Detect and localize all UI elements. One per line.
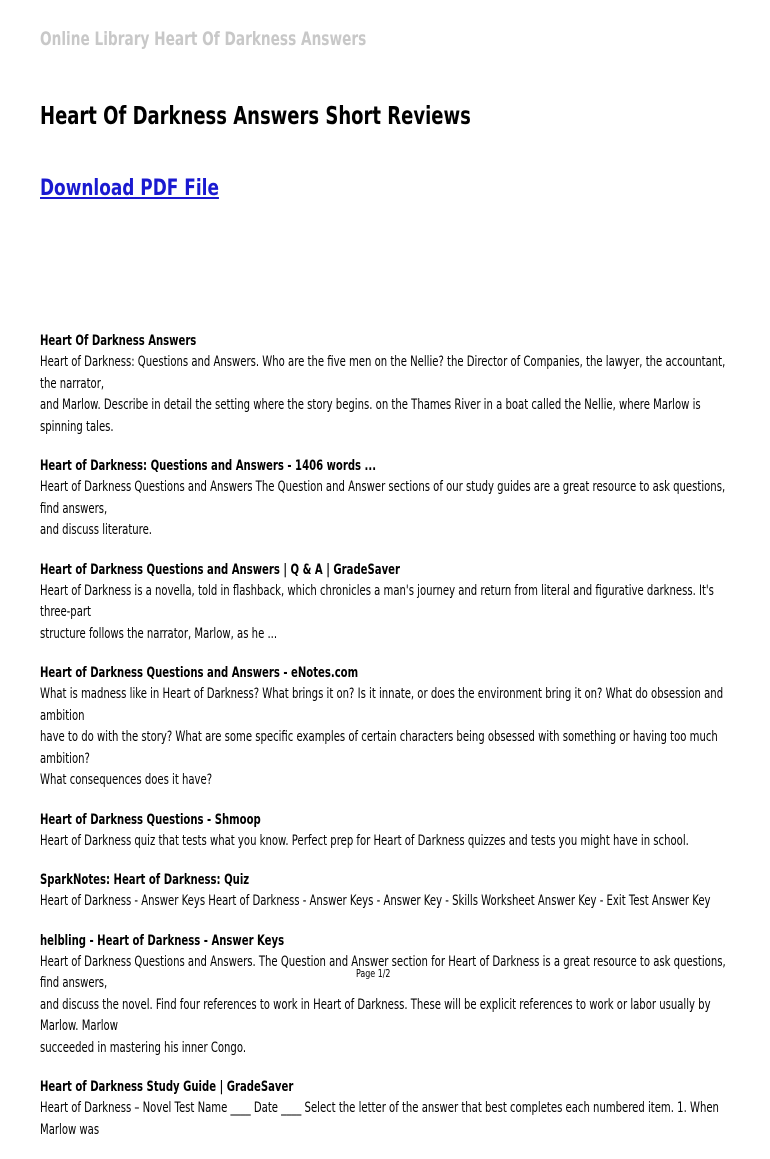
entry-heading: Heart Of Darkness Answers (40, 333, 197, 349)
list-item (40, 560, 728, 646)
entry-body: What is madness like in Heart of Darkness? What brings it on? Is it innate, or does the environment bring it on? What do obsession and ambition have to do with the story? What are some specific examples of certain characters being obsessed with something or having too much ambition? What consequences does it have? (40, 686, 724, 788)
page-number: Page 1/2 (356, 967, 391, 980)
entry-body: Heart of Darkness quiz that tests what you know. Perfect prep for Heart of Darkness quizzes and tests you might have in school. (40, 832, 689, 849)
entry-heading: Heart of Darkness: Questions and Answers - 1406 words ... (40, 458, 377, 474)
entry-body: Heart of Darkness Questions and Answers The Question and Answer sections of our study guides are a great resource to ask questions, find answers, and discuss literature. (40, 479, 726, 538)
list-item (40, 870, 728, 913)
entry-body: Heart of Darkness: Questions and Answers. Who are the five men on the Nellie? the Director of Companies, the lawyer, the accountant, the narrator, and Marlow. Describe in detail the setting where the story begins. on the Thames River in a boat called the Nellie, where Marlow is spinning tales. (40, 354, 726, 435)
entry-body: Heart of Darkness Questions and Answers. The Question and Answer section for Heart of Darkness is a great resource to ask questions, find answers, and discuss the novel. Find four references to work in Heart of Darkness. These will be explicit references to work or labor usually by Marlow. Marlow succeeded in mastering his inner Congo. (40, 953, 726, 1056)
list-item (40, 810, 728, 853)
document-title: Heart Of Darkness Answers Short Reviews (40, 101, 471, 130)
entry-heading: helbling - Heart of Darkness - Answer Keys (40, 932, 285, 949)
review-entries-list (40, 331, 728, 1159)
entry-heading: Heart of Darkness Questions and Answers | Q & A | GradeSaver (40, 561, 400, 578)
list-item (40, 331, 728, 438)
entry-body: Heart of Darkness is a novella, told in flashback, which chronicles a man's journey and return from literal and figurative darkness. It's three-part structure follows the narrator, Marlow, as he ... (40, 582, 714, 642)
download-pdf-link[interactable]: Download PDF File (40, 176, 219, 201)
entry-heading: SparkNotes: Heart of Darkness: Quiz (40, 872, 250, 888)
entry-body: Heart of Darkness – Novel Test Name ____ Date ____ Select the letter of the answer that best completes each numbered item. 1. When Marlow was (40, 1100, 719, 1138)
entry-heading: Heart of Darkness Questions - Shmoop (40, 811, 261, 828)
list-item (40, 456, 728, 542)
entry-heading: Heart of Darkness Study Guide | GradeSaver (40, 1079, 294, 1095)
list-item (40, 1077, 728, 1141)
list-item (40, 931, 728, 1060)
entry-body: Heart of Darkness - Answer Keys Heart of Darkness - Answer Keys - Answer Key - Skills Worksheet Answer Key - Exit Test Answer Key (40, 893, 711, 909)
entry-heading: Heart of Darkness Questions and Answers - eNotes.com (40, 665, 359, 681)
list-item (40, 663, 728, 792)
running-header-title: Online Library Heart Of Darkness Answers (40, 28, 367, 50)
